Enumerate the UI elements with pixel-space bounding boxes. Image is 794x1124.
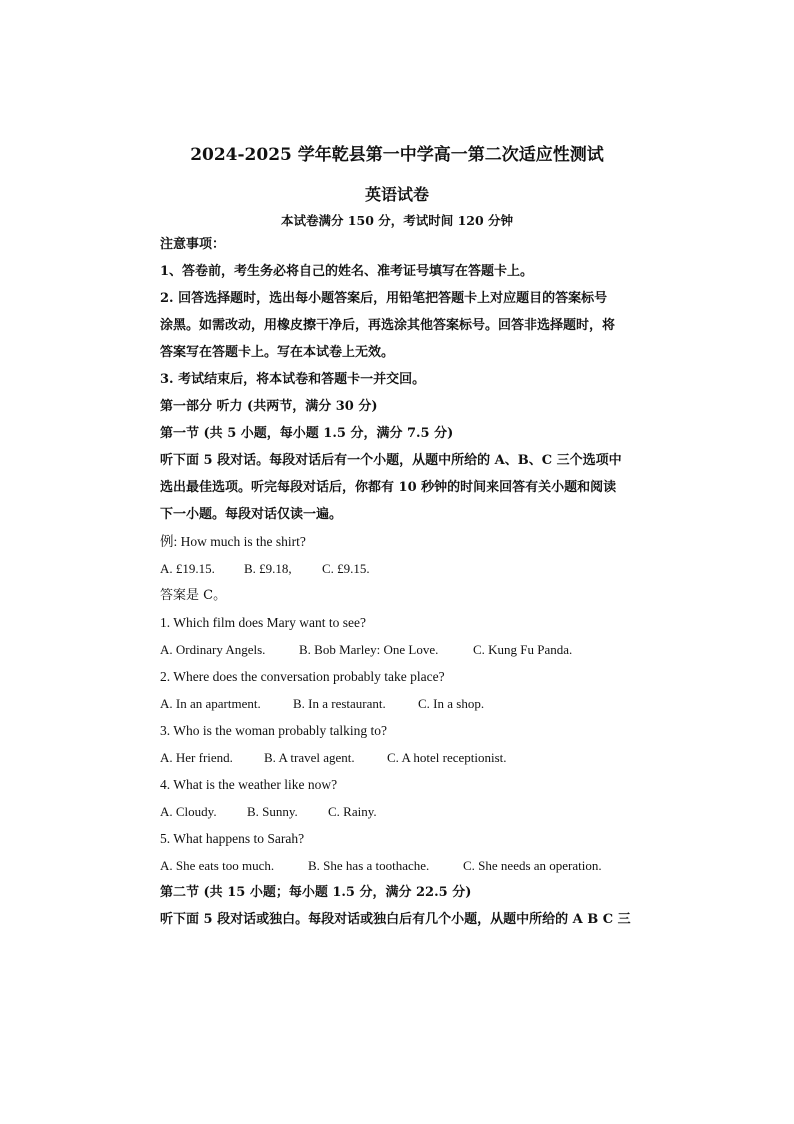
q5-option-c: C. She needs an operation.	[463, 858, 602, 873]
section1-heading: 第一节 (共 5 小题，每小题 1.5 分，满分 7.5 分)	[160, 426, 454, 441]
question-3: 3. Who is the woman probably talking to?	[160, 723, 387, 738]
exam-subtitle: 英语试卷	[364, 185, 429, 204]
notice-item-2-cont2: 答案写在答题卡上。写在本试卷上无效。	[160, 345, 395, 360]
example-option-c: C. £9.15.	[322, 561, 370, 576]
q3-option-c: C. A hotel receptionist.	[387, 750, 507, 765]
section2-heading: 第二节 (共 15 小题；每小题 1.5 分，满分 22.5 分)	[160, 885, 472, 900]
q2-option-a: A. In an apartment.	[160, 696, 261, 711]
instruction-line-2: 选出最佳选项。听完每段对话后，你都有 10 秒钟的时间来回答有关小题和阅读	[160, 480, 617, 495]
q3-option-b: B. A travel agent.	[264, 750, 355, 765]
q1-option-a: A. Ordinary Angels.	[160, 642, 266, 657]
q4-option-a: A. Cloudy.	[160, 804, 217, 819]
score-info: 本试卷满分 150 分，考试时间 120 分钟	[280, 213, 514, 228]
q2-option-c: C. In a shop.	[418, 696, 485, 711]
notice-item-2: 2. 回答选择题时，选出每小题答案后，用铅笔把答题卡上对应题目的答案标号	[160, 291, 608, 306]
q4-option-b: B. Sunny.	[247, 804, 298, 819]
q5-option-b: B. She has a toothache.	[308, 858, 430, 873]
question-5: 5. What happens to Sarah?	[160, 831, 305, 846]
instruction-line-3: 下一小题。每段对话仅读一遍。	[160, 507, 343, 522]
notice-item-2-cont: 涂黑。如需改动，用橡皮擦干净后，再选涂其他答案标号。回答非选择题时，将	[160, 318, 616, 333]
question-4: 4. What is the weather like now?	[160, 777, 338, 792]
q2-option-b: B. In a restaurant.	[293, 696, 386, 711]
exam-title: 2024-2025 学年乾县第一中学高一第二次适应性测试	[190, 145, 604, 165]
notice-item-3: 3. 考试结束后，将本试卷和答题卡一并交回。	[160, 372, 426, 387]
notice-heading: 注意事项：	[160, 237, 226, 252]
example-question: 例: How much is the shirt?	[160, 534, 306, 549]
q1-option-c: C. Kung Fu Panda.	[473, 642, 573, 657]
q5-option-a: A. She eats too much.	[160, 858, 275, 873]
example-option-a: A. £19.15.	[160, 561, 215, 576]
question-2: 2. Where does the conversation probably take place?	[160, 669, 445, 684]
q4-option-c: C. Rainy.	[328, 804, 377, 819]
example-answer: 答案是 C。	[160, 588, 227, 603]
notice-item-1: 1、答卷前，考生务必将自己的姓名、准考证号填写在答题卡上。	[160, 264, 534, 279]
q1-option-b: B. Bob Marley: One Love.	[299, 642, 439, 657]
instruction-line-1: 听下面 5 段对话。每段对话后有一个小题，从题中所给的 A、B、C 三个选项中	[160, 453, 622, 468]
question-1: 1. Which film does Mary want to see?	[160, 615, 366, 630]
section2-instruction: 听下面 5 段对话或独白。每段对话或独白后有几个小题，从题中所给的 A B C 三	[160, 912, 631, 927]
part1-heading: 第一部分 听力 (共两节，满分 30 分)	[160, 399, 378, 414]
q3-option-a: A. Her friend.	[160, 750, 233, 765]
example-option-b: B. £9.18,	[244, 561, 292, 576]
